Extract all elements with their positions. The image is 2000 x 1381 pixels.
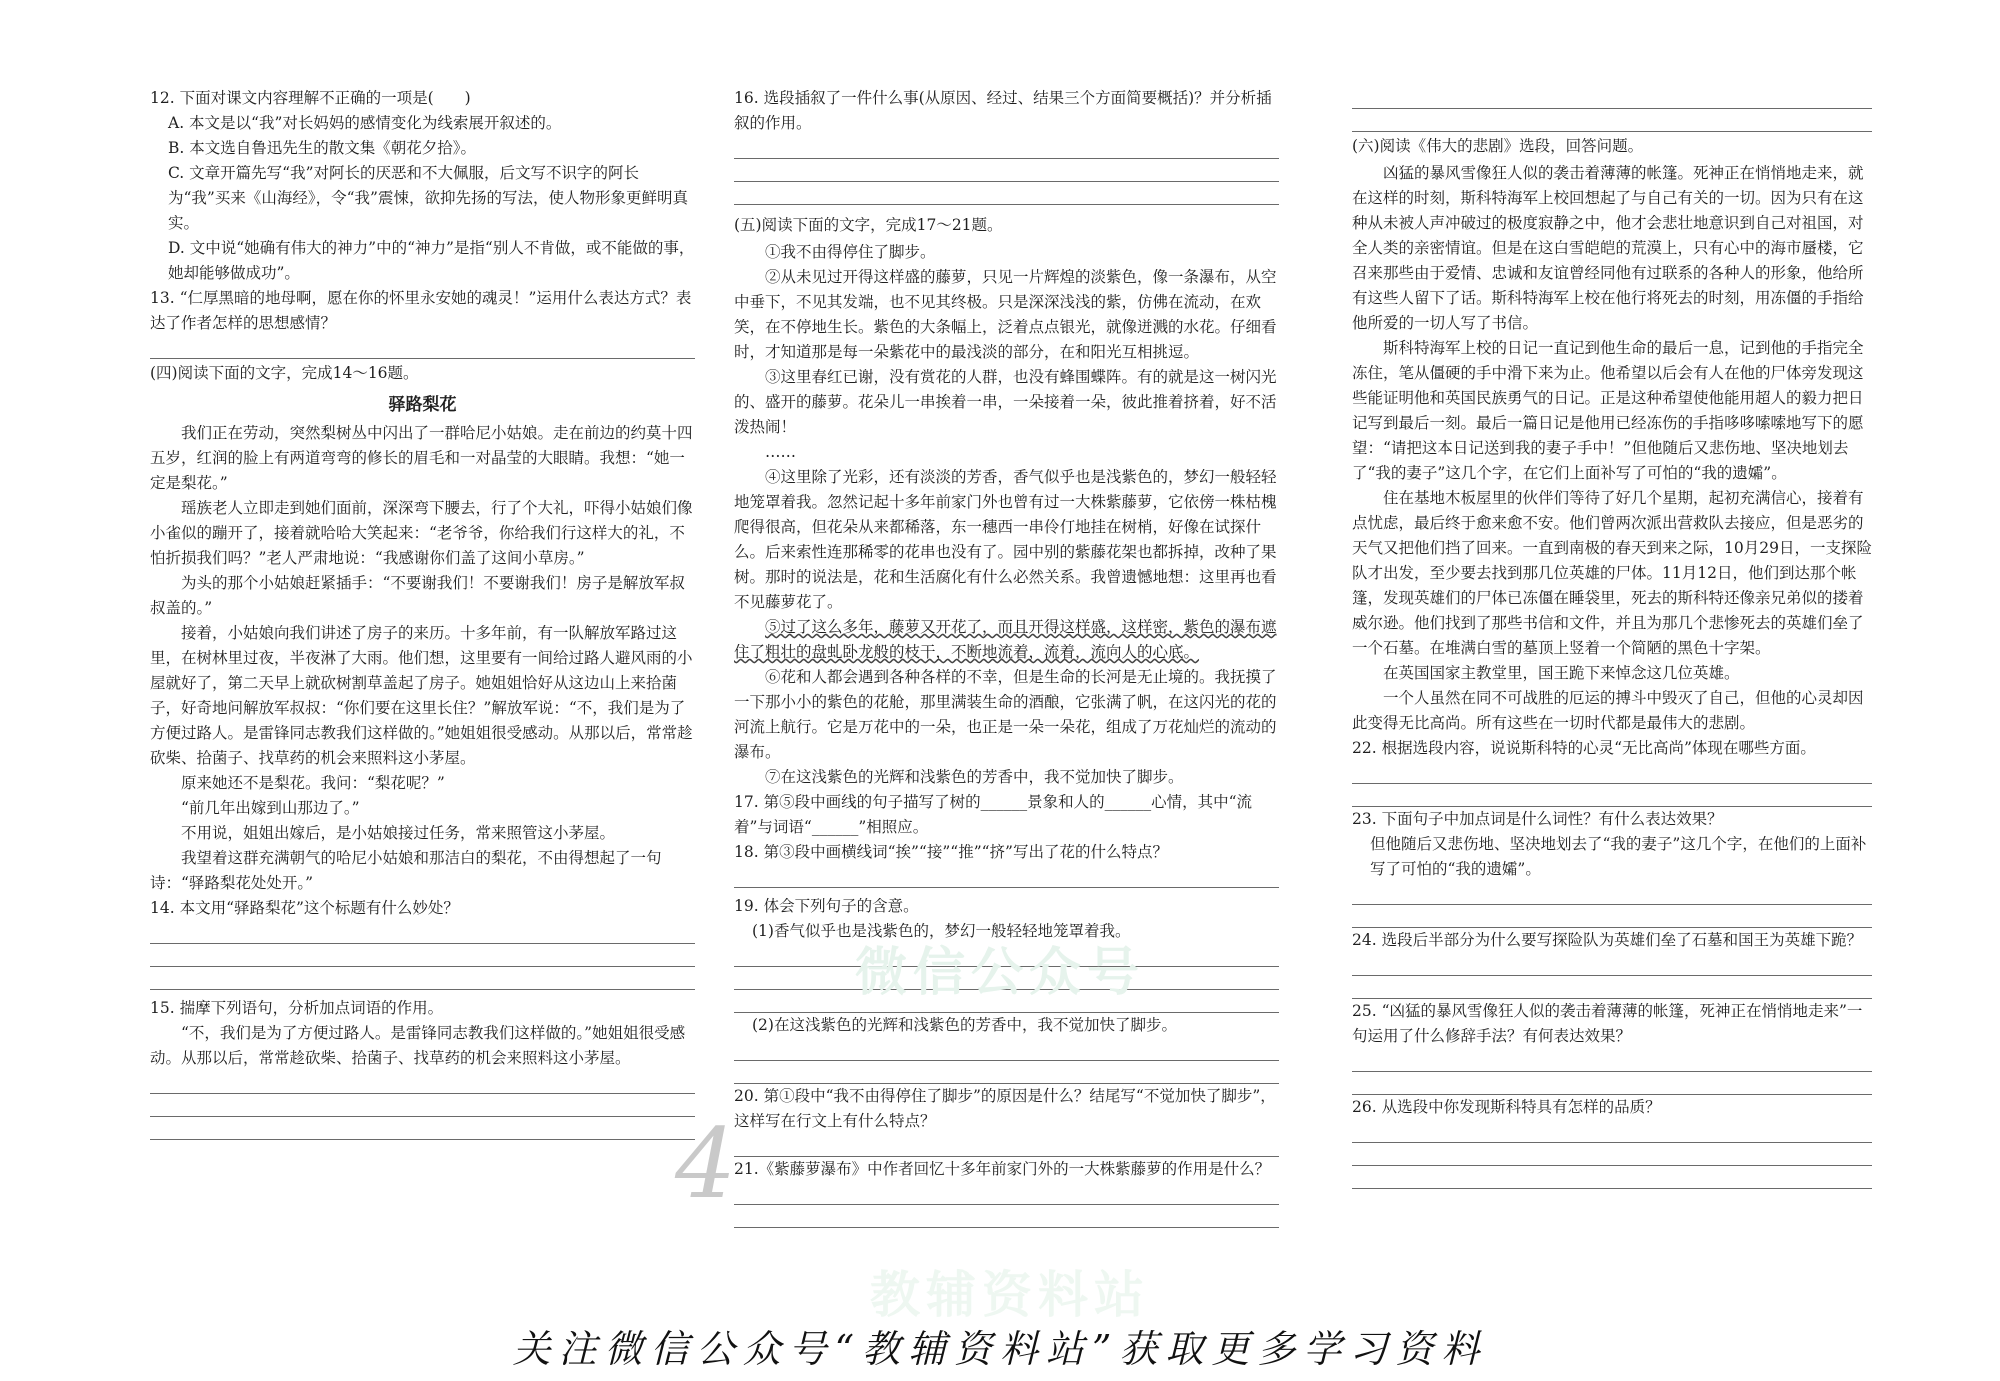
passage-ellipsis: …… (765, 443, 796, 461)
answer-line (1352, 109, 1872, 132)
q20-stem: 20. 第①段中“我不由得停住了脚步”的原因是什么？结尾写“不觉加快了脚步”，这样写在行文上有什么特点？ (734, 1087, 1276, 1130)
q12-option-c: C. 文章开篇先写“我”对阿长的厌恶和不大佩服，后文写不识字的阿长为“我”买来《山海经》，令“我”震悚，欲抑先扬的写法，使人物形象更鲜明真实。 (168, 164, 688, 232)
q16-stem: 16. 选段插叙了一件什么事(从原因、经过、结果三个方面简要概括)？并分析插叙的作用。 (734, 89, 1272, 132)
passage-paragraph: 我们正在劳动，突然梨树丛中闪出了一群哈尼小姑娘。走在前边的约莫十四五岁，红润的脸上有两道弯弯的修长的眉毛和一对晶莹的大眼睛。我想：“她一定是梨花。” (150, 424, 693, 492)
section-5-heading: (五)阅读下面的文字，完成17～21题。 (734, 216, 1003, 234)
passage-paragraph: 我望着这群充满朝气的哈尼小姑娘和那洁白的梨花，不由得想起了一句诗：“驿路梨花处处开。” (150, 849, 662, 892)
answer-line (734, 1061, 1279, 1084)
answer-line (734, 865, 1279, 888)
answer-line (1352, 953, 1872, 976)
answer-line (734, 1134, 1279, 1157)
answer-line (1352, 1049, 1872, 1072)
column-1 (150, 86, 695, 1140)
passage-paragraph: ④这里除了光彩，还有淡淡的芳香，香气似乎也是浅紫色的，梦幻一般轻轻地笼罩着我。忽然记起十多年前家门外也曾有过一大株紫藤萝，它依傍一株枯槐爬得很高，但花朵从来都稀落，东一穗西一串伶仃地挂在树梢，好像在试探什么。后来索性连那稀零的花串也没有了。园中别的紫藤花架也都拆掉，改种了果树。那时的说法是，花和生活腐化有什么必然关系。我曾遗憾地想：这里再也看不见藤萝花了。 (734, 468, 1277, 611)
answer-line (150, 921, 695, 944)
answer-line (734, 136, 1279, 159)
section-4-heading: (四)阅读下面的文字，完成14～16题。 (150, 364, 419, 382)
passage-paragraph: 凶猛的暴风雪像狂人似的袭击着薄薄的帐篷。死神正在悄悄地走来，就在这样的时刻，斯科特海军上校回想起了与自己有关的一切。因为只有在这种从未被人声冲破过的极度寂静之中，他才会悲壮地意识到自己对祖国，对全人类的亲密情谊。但是在这白雪皑皑的荒漠上，只有心中的海市蜃楼，它召来那些由于爱情、忠诚和友谊曾经同他有过联系的各种人的形象，他给所有这些人留下了话。斯科特海军上校在他行将死去的时刻，用冻僵的手指给他所爱的一切人写了书信。 (1352, 164, 1864, 332)
column-2 (734, 86, 1279, 1228)
passage-paragraph: 接着，小姑娘向我们讲述了房子的来历。十多年前，有一队解放军路过这里，在树林里过夜，半夜淋了大雨。他们想，这里要有一间给过路人避风雨的小屋就好了，第二天早上就砍树割草盖起了房子。她姐姐恰好从这边山上来拾菌子，好奇地问解放军叔叔：“你们要在这里长住？”解放军说：“不，我们是为了方便过路人。是雷锋同志教我们这样做的。”她姐姐很受感动。从那以后，常常趁砍柴、拾菌子、找草药的机会来照料这小茅屋。 (150, 624, 693, 767)
q19-item-1: (1)香气似乎也是浅紫色的，梦幻一般轻轻地笼罩着我。 (752, 922, 1131, 940)
passage-title: 驿路梨花 (388, 395, 457, 415)
section-6-heading: (六)阅读《伟大的悲剧》选段，回答问题。 (1352, 137, 1644, 155)
answer-line (1352, 1072, 1872, 1095)
footer-notice: 关注微信公众号“教辅资料站”获取更多学习资料 (512, 1327, 1488, 1371)
answer-line (734, 1182, 1279, 1205)
answer-line (1352, 976, 1872, 999)
answer-line (1352, 784, 1872, 807)
passage-paragraph: 瑶族老人立即走到她们面前，深深弯下腰去，行了个大礼，吓得小姑娘们像小雀似的蹦开了，接着就哈哈大笑起来：“老爷爷，你给我们行这样大的礼，不怕折损我们吗？”老人严肃地说：“我感谢你们盖了这间小草房。” (150, 499, 693, 567)
q23-quote: 但他随后又悲伤地、坚决地划去了“我的妻子”这几个字，在他们的上面补写了可怕的“我的遗孀”。 (1370, 835, 1867, 878)
q13-stem: 13. “仁厚黑暗的地母啊，愿在你的怀里永安她的魂灵！”运用什么表达方式？表达了作者怎样的思想感情？ (150, 289, 692, 332)
answer-line (1352, 1120, 1872, 1143)
watermark-wechat: 微信公众号 (854, 943, 1145, 1003)
passage-paragraph: 一个人虽然在同不可战胜的厄运的搏斗中毁灭了自己，但他的心灵却因此变得无比高尚。所有这些在一切时代都是最伟大的悲剧。 (1352, 689, 1864, 732)
passage-paragraph: 不用说，姐姐出嫁后，是小姑娘接过任务，常来照管这小茅屋。 (181, 824, 616, 842)
passage-paragraph: ①我不由得停住了脚步。 (765, 243, 936, 261)
q25-stem: 25. “凶猛的暴风雪像狂人似的袭击着薄薄的帐篷，死神正在悄悄地走来”一句运用了什么修辞手法？有何表达效果？ (1352, 1002, 1863, 1045)
answer-line (734, 990, 1279, 1013)
watermark-site: 教辅资料站 (870, 1266, 1150, 1324)
answer-line (150, 1117, 695, 1140)
answer-line (734, 159, 1279, 182)
q12-option-b: B. 本文选自鲁迅先生的散文集《朝花夕拾》。 (168, 139, 476, 157)
q18-stem: 18. 第③段中画横线词“挨”“接”“推”“挤”写出了花的什么特点？ (734, 843, 1168, 861)
passage-paragraph: 住在基地木板屋里的伙伴们等待了好几个星期，起初充满信心，接着有点忧虑，最后终于愈来愈不安。他们曾两次派出营救队去接应，但是恶劣的天气又把他们挡了回来。一直到南极的春天到来之际，10月29日，一支探险队才出发，至少要去找到那几位英雄的尸体。11月12日，他们到达那个帐篷，发现英雄们的尸体已冻僵在睡袋里，死去的斯科特还像亲兄弟似的搂着威尔逊。他们找到了那些书信和文件，并且为那几个悲惨死去的英雄们垒了一个石墓。在堆满白雪的墓顶上竖着一个简陋的黑色十字架。 (1352, 489, 1872, 657)
q22-stem: 22. 根据选段内容，说说斯科特的心灵“无比高尚”体现在哪些方面。 (1352, 739, 1816, 757)
answer-line (1352, 761, 1872, 784)
passage-paragraph: “前几年出嫁到山那边了。” (181, 799, 360, 817)
answer-line (1352, 1143, 1872, 1166)
answer-line (150, 336, 695, 359)
passage-paragraph: 原来她还不是梨花。我问：“梨花呢？” (181, 774, 445, 792)
answer-line (734, 944, 1279, 967)
passage-paragraph: 为头的那个小姑娘赶紧插手：“不要谢我们！不要谢我们！房子是解放军叔叔盖的。” (150, 574, 685, 617)
page-number: 4 (675, 1108, 737, 1220)
answer-line (1352, 882, 1872, 905)
column-3 (1352, 86, 1872, 1189)
answer-line (150, 967, 695, 990)
answer-line (734, 1038, 1279, 1061)
q14-stem: 14. 本文用“驿路梨花”这个标题有什么妙处？ (150, 899, 459, 917)
q19-item-2: (2)在这浅紫色的光辉和浅紫色的芳香中，我不觉加快了脚步。 (752, 1016, 1177, 1034)
passage-paragraph: ③这里春红已谢，没有赏花的人群，也没有蜂围蝶阵。有的就是这一树闪光的、盛开的藤萝。花朵儿一串挨着一串，一朵接着一朵，彼此推着挤着，好不活泼热闹！ (734, 368, 1277, 436)
q12-stem: 12. 下面对课文内容理解不正确的一项是( ) (150, 89, 471, 107)
passage-paragraph-underlined: ⑤过了这么多年，藤萝又开花了，而且开得这样盛，这样密，紫色的瀑布遮住了粗壮的盘虬卧龙般的枝干，不断地流着，流着，流向人的心底。 (734, 618, 1277, 661)
q21-stem: 21.《紫藤萝瀑布》中作者回忆十多年前家门外的一大株紫藤萝的作用是什么？ (734, 1160, 1271, 1178)
answer-line (150, 1071, 695, 1094)
q24-stem: 24. 选段后半部分为什么要写探险队为英雄们垒了石墓和国王为英雄下跪？ (1352, 931, 1863, 949)
answer-line (1352, 86, 1872, 109)
q17-stem: 17. 第⑤段中画线的句子描写了树的______景象和人的______心情，其中“流着”与词语“______”相照应。 (734, 793, 1253, 836)
answer-line (734, 1205, 1279, 1228)
answer-line (150, 1094, 695, 1117)
q26-stem: 26. 从选段中你发现斯科特具有怎样的品质？ (1352, 1098, 1661, 1116)
q19-stem: 19. 体会下列句子的含意。 (734, 897, 919, 915)
passage-paragraph: 斯科特海军上校的日记一直记到他生命的最后一息，记到他的手指完全冻住，笔从僵硬的手中滑下来为止。他希望以后会有人在他的尸体旁发现这些能证明他和英国民族勇气的日记。正是这种希望使他能用超人的毅力把日记写到最后一刻。最后一篇日记是他用已经冻伤的手指哆哆嗦嗦地写下的愿望：“请把这本日记送到我的妻子手中！”但他随后又悲伤地、坚决地划去了“我的妻子”这几个字，在它们上面补写了可怕的“我的遗孀”。 (1352, 339, 1864, 482)
answer-line (150, 944, 695, 967)
passage-paragraph: ⑥花和人都会遇到各种各样的不幸，但是生命的长河是无止境的。我抚摸了一下那小小的紫色的花舱，那里满装生命的酒酿，它张满了帆，在这闪光的花的河流上航行。它是万花中的一朵，也正是一朵一朵花，组成了万花灿烂的流动的瀑布。 (734, 668, 1277, 761)
q12-option-d: D. 文中说“她确有伟大的神力”中的“神力”是指“别人不肯做，或不能做的事，她却能够做成功”。 (168, 239, 695, 282)
answer-line (1352, 905, 1872, 928)
passage-paragraph: ⑦在这浅紫色的光辉和浅紫色的芳香中，我不觉加快了脚步。 (765, 768, 1184, 786)
q23-stem: 23. 下面句子中加点词是什么词性？有什么表达效果？ (1352, 810, 1723, 828)
answer-line (1352, 1166, 1872, 1189)
passage-paragraph: 在英国国家主教堂里，国王跪下来悼念这几位英雄。 (1383, 664, 1740, 682)
answer-line (734, 182, 1279, 205)
q15-quote: “不，我们是为了方便过路人。是雷锋同志教我们这样做的。”她姐姐很受感动。从那以后，常常趁砍柴、拾菌子、找草药的机会来照料这小茅屋。 (150, 1024, 686, 1067)
passage-paragraph: ②从未见过开得这样盛的藤萝，只见一片辉煌的淡紫色，像一条瀑布，从空中垂下，不见其发端，也不见其终极。只是深深浅浅的紫，仿佛在流动，在欢笑，在不停地生长。紫色的大条幅上，泛着点点银光，就像迸溅的水花。仔细看时，才知道那是每一朵紫花中的最浅淡的部分，在和阳光互相挑逗。 (734, 268, 1277, 361)
q15-stem: 15. 揣摩下列语句，分析加点词语的作用。 (150, 999, 444, 1017)
q12-option-a: A. 本文是以“我”对长妈妈的感情变化为线索展开叙述的。 (168, 114, 562, 132)
answer-line (734, 967, 1279, 990)
